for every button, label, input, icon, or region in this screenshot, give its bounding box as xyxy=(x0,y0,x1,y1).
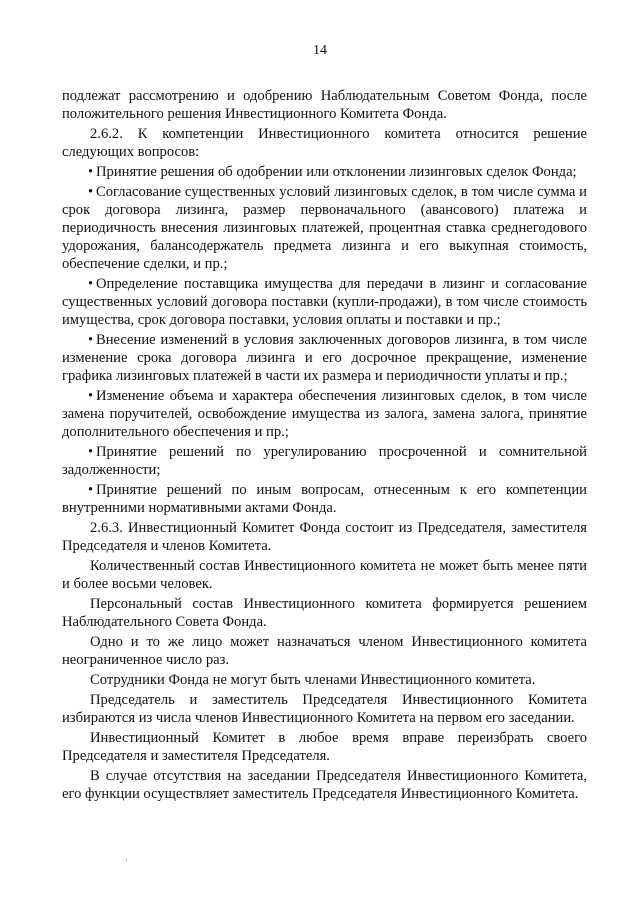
bullet-item xyxy=(62,331,587,385)
bullet-icon: • xyxy=(88,332,94,349)
bullet-text: Принятие решений по урегулированию просроченной и сомнительной задолженности; xyxy=(62,444,587,479)
paragraph-2-6-3: 2.6.3. Инвестиционный Комитет Фонда состоит из Председателя, заместителя Председателя и членов Комитета. xyxy=(62,520,587,555)
bullet-item xyxy=(62,443,587,479)
paragraph: Персональный состав Инвестиционного комитета формируется решением Наблюдательного Совета Фонда. xyxy=(62,596,587,631)
bullet-item xyxy=(62,163,587,181)
bullet-item xyxy=(62,481,587,517)
bullet-item xyxy=(62,387,587,441)
bullet-icon: • xyxy=(88,388,94,405)
paragraph: Сотрудники Фонда не могут быть членами Инвестиционного комитета. xyxy=(90,672,536,689)
paragraph: Одно и то же лицо может назначаться членом Инвестиционного комитета неограниченное число раз. xyxy=(62,634,587,669)
bullet-icon: • xyxy=(88,482,94,499)
bullet-icon: • xyxy=(88,444,94,461)
bullet-text: Определение поставщика имущества для передачи в лизинг и согласование существенных условий договора поставки (купли-продажи), в том числе стоимость имущества, срок договора поставки, условия оплаты и поставки и пр.; xyxy=(62,276,587,329)
page-number: 14 xyxy=(313,43,327,58)
paragraph-continuation: подлежат рассмотрению и одобрению Наблюдательным Советом Фонда, после положительного решения Инвестиционного Комитета Фонда. xyxy=(62,88,587,123)
paragraph: Инвестиционный Комитет в любое время вправе переизбрать своего Председателя и заместителя Председателя. xyxy=(62,730,587,765)
document-body xyxy=(62,87,587,805)
bullet-icon: • xyxy=(88,163,94,180)
scan-artifact xyxy=(126,858,127,862)
bullet-item xyxy=(62,275,587,329)
bullet-text: Внесение изменений в условия заключенных договоров лизинга, в том числе изменение срока договора лизинга и его досрочное прекращение, изменение графика лизинговых платежей в части их размера и периодичности уплаты и пр.; xyxy=(62,332,587,385)
bullet-icon: • xyxy=(88,276,94,293)
paragraph: В случае отсутствия на заседании Председателя Инвестиционного Комитета, его функции осуществляет заместитель Председателя Инвестиционного Комитета. xyxy=(62,768,587,803)
bullet-text: Принятие решения об одобрении или отклонении лизинговых сделок Фонда; xyxy=(96,163,577,180)
paragraph-2-6-2: 2.6.2. К компетенции Инвестиционного комитета относится решение следующих вопросов: xyxy=(62,125,587,161)
bullet-text: Принятие решений по иным вопросам, отнесенным к его компетенции внутренними нормативными актами Фонда. xyxy=(62,482,587,517)
paragraph: Количественный состав Инвестиционного комитета не может быть менее пяти и более восьми человек. xyxy=(62,558,587,593)
bullet-text: Изменение объема и характера обеспечения лизинговых сделок, в том числе замена поручителей, освобождение имущества из залога, замена залога, принятие дополнительного обеспечения и пр.; xyxy=(62,388,587,441)
bullet-item xyxy=(62,183,587,273)
bullet-text: Согласование существенных условий лизинговых сделок, в том числе сумма и срок договора лизинга, размер первоначального (авансового) платежа и периодичность внесения лизинговых платежей, процентная ставка среднегодового удорожания, балансодержатель предмета лизинга и его выкупная стоимость, обеспечение сделки, и пр.; xyxy=(62,183,587,273)
paragraph: Председатель и заместитель Председателя Инвестиционного Комитета избираются из числа членов Инвестиционного Комитета на первом его заседании. xyxy=(62,692,587,727)
bullet-icon: • xyxy=(88,183,94,200)
